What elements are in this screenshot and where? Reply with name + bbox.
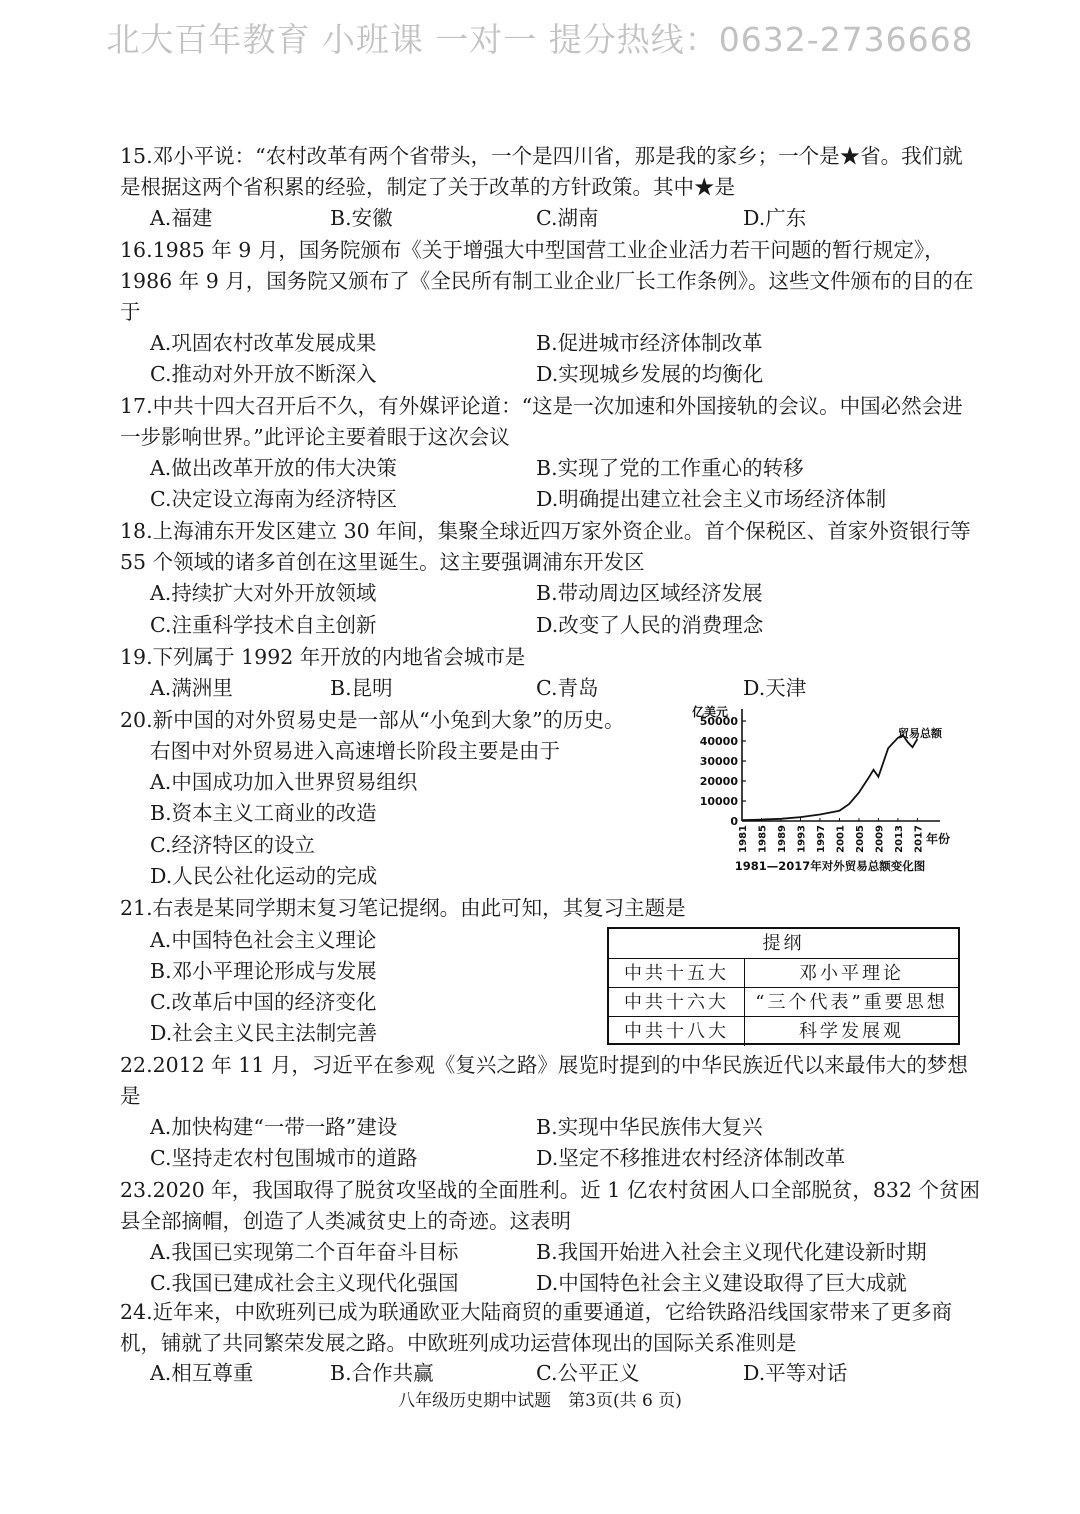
q18-option-a[interactable]: A.持续扩大对外开放领域 xyxy=(150,581,377,605)
q22-option-c[interactable]: C.坚持走农村包围城市的道路 xyxy=(150,1146,418,1170)
q21-stem: 21.右表是某同学期末复习笔记提纲。由此可知，其复习主题是 xyxy=(120,896,686,920)
y-tick-label: 10000 xyxy=(699,795,738,808)
outline-table-row xyxy=(609,1016,958,1046)
q16-stem: 16.1985 年 9 月，国务院颁布《关于增强大中型国营工业企业活力若干问题的暂行规定》，1986 年 9 月，国务院又颁布了《全民所有制工业企业厂长工作条例》。这些文件颁布的目的在于 xyxy=(120,238,974,324)
q20-option-d[interactable]: D.人民公社化运动的完成 xyxy=(150,864,378,888)
q17-option-b[interactable]: B.实现了党的工作重心的转移 xyxy=(536,456,804,480)
q21-option-d[interactable]: D.社会主义民主法制完善 xyxy=(150,1021,378,1045)
q18-option-c[interactable]: C.注重科学技术自主创新 xyxy=(150,613,377,637)
q20-stem-line2: 右图中对外贸易进入高速增长阶段主要是由于 xyxy=(150,739,560,763)
x-tick-label: 2009 xyxy=(874,825,886,853)
y-tick-label: 30000 xyxy=(699,755,738,768)
q24-option-d[interactable]: D.平等对话 xyxy=(743,1361,848,1385)
q23-option-c[interactable]: C.我国已建成社会主义现代化强国 xyxy=(150,1271,459,1295)
chart-title: 1981—2017年对外贸易总额变化图 xyxy=(734,859,926,873)
x-tick-label: 2013 xyxy=(893,825,905,853)
q21-option-a[interactable]: A.中国特色社会主义理论 xyxy=(150,928,377,952)
q19-option-c[interactable]: C.青岛 xyxy=(536,676,599,700)
outline-table-cell: 邓小平理论 xyxy=(799,963,904,984)
outline-table-row xyxy=(609,958,958,988)
q17-option-a[interactable]: A.做出改革开放的伟大决策 xyxy=(150,456,397,480)
outline-table-cell: 中共十六大 xyxy=(609,988,745,1017)
q16-option-d[interactable]: D.实现城乡发展的均衡化 xyxy=(536,362,764,386)
q19-stem: 19.下列属于 1992 年开放的内地省会城市是 xyxy=(120,645,526,669)
q18-stem: 18.上海浦东开发区建立 30 年间，集聚全球近四万家外资企业。首个保税区、首家外资银行等 55 个领域的诸多首创在这里诞生。这主要强调浦东开发区 xyxy=(120,519,971,574)
x-tick-label: 1997 xyxy=(815,825,827,853)
y-tick-label: 50000 xyxy=(699,715,738,728)
trade-total-line xyxy=(742,735,917,820)
q19-option-a[interactable]: A.满洲里 xyxy=(150,676,233,700)
q17-option-d[interactable]: D.明确提出建立社会主义市场经济体制 xyxy=(536,487,887,511)
x-tick-label: 1989 xyxy=(776,825,788,853)
q24-option-b[interactable]: B.合作共赢 xyxy=(330,1361,434,1385)
watermark: 北大百年教育 小班课 一对一 提分热线：0632-2736668 xyxy=(106,20,974,59)
q18-option-b[interactable]: B.带动周边区域经济发展 xyxy=(536,581,763,605)
q17-option-c[interactable]: C.决定设立海南为经济特区 xyxy=(150,487,397,511)
x-tick-label: 1985 xyxy=(757,825,769,853)
q20-option-a[interactable]: A.中国成功加入世界贸易组织 xyxy=(150,770,418,794)
x-tick-label: 2005 xyxy=(854,825,866,853)
q16-option-a[interactable]: A.巩固农村改革发展成果 xyxy=(150,331,377,355)
page-footer: 八年级历史期中试题 第3页(共 6 页) xyxy=(398,1391,682,1411)
q15-option-c[interactable]: C.湖南 xyxy=(536,206,599,230)
q23-option-b[interactable]: B.我国开始进入社会主义现代化建设新时期 xyxy=(536,1240,927,1264)
q23-option-a[interactable]: A.我国已实现第二个百年奋斗目标 xyxy=(150,1240,459,1264)
x-tick-label: 2017 xyxy=(913,825,925,853)
q20-option-b[interactable]: B.资本主义工商业的改造 xyxy=(150,801,377,825)
outline-table-header: 提纲 xyxy=(762,933,805,954)
outline-table xyxy=(607,927,960,1045)
q18-option-d[interactable]: D.改变了人民的消费理念 xyxy=(536,613,764,637)
q15-option-b[interactable]: B.安徽 xyxy=(330,206,393,230)
trade-chart xyxy=(680,700,980,885)
q21-option-b[interactable]: B.邓小平理论形成与发展 xyxy=(150,959,377,983)
q22-option-a[interactable]: A.加快构建“一带一路”建设 xyxy=(150,1115,398,1139)
y-tick-label: 40000 xyxy=(699,735,738,748)
outline-table-row xyxy=(609,987,958,1017)
outline-table-cell: 中共十五大 xyxy=(609,959,745,988)
q20-stem-line1: 20.新中国的对外贸易史是一部从“小兔到大象”的历史。 xyxy=(120,708,625,732)
q16-option-c[interactable]: C.推动对外开放不断深入 xyxy=(150,362,377,386)
q23-stem: 23.2020 年，我国取得了脱贫攻坚战的全面胜利。近 1 亿农村贫困人口全部脱贫，832 个贫困县全部摘帽，创造了人类减贫史上的奇迹。这表明 xyxy=(120,1178,981,1233)
q24-option-c[interactable]: C.公平正义 xyxy=(536,1361,640,1385)
x-tick-label: 1981 xyxy=(738,825,749,853)
q24-option-a[interactable]: A.相互尊重 xyxy=(150,1361,254,1385)
q23-option-d[interactable]: D.中国特色社会主义建设取得了巨大成就 xyxy=(536,1271,907,1295)
y-axis-label: 亿美元 xyxy=(692,705,729,719)
x-tick-label: 2001 xyxy=(835,825,847,853)
y-tick-label: 0 xyxy=(730,815,738,828)
q24-stem: 24.近年来，中欧班列已成为联通欧亚大陆商贸的重要通道，它给铁路沿线国家带来了更多商机，铺就了共同繁荣发展之路。中欧班列成功运营体现出的国际关系准则是 xyxy=(120,1300,953,1355)
outline-table-cell: “三个代表”重要思想 xyxy=(755,992,948,1013)
q19-option-d[interactable]: D.天津 xyxy=(743,676,807,700)
q17-stem: 17.中共十四大召开后不久，有外媒评论道：“这是一次加速和外国接轨的会议。中国必然会进一步影响世界。”此评论主要着眼于这次会议 xyxy=(120,394,963,449)
outline-table-cell: 中共十八大 xyxy=(609,1017,745,1046)
q15-option-a[interactable]: A.福建 xyxy=(150,206,213,230)
q22-option-d[interactable]: D.坚定不移推进农村经济体制改革 xyxy=(536,1146,846,1170)
x-tick-label: 1993 xyxy=(796,825,808,853)
y-tick-label: 20000 xyxy=(699,775,738,788)
q19-option-b[interactable]: B.昆明 xyxy=(330,676,393,700)
q15-stem: 15.邓小平说：“农村改革有两个省带头，一个是四川省，那是我的家乡；一个是★省。我们就是根据这两个省积累的经验，制定了关于改革的方针政策。其中★是 xyxy=(120,144,963,199)
q22-stem: 22.2012 年 11 月，习近平在参观《复兴之路》展览时提到的中华民族近代以来最伟大的梦想是 xyxy=(120,1053,968,1108)
q20-option-c[interactable]: C.经济特区的设立 xyxy=(150,833,315,857)
series-label: 贸易总额 xyxy=(898,727,942,740)
q15-option-d[interactable]: D.广东 xyxy=(743,206,807,230)
q22-option-b[interactable]: B.实现中华民族伟大复兴 xyxy=(536,1115,763,1139)
q16-option-b[interactable]: B.促进城市经济体制改革 xyxy=(536,331,763,355)
x-axis-label: 年份 xyxy=(926,832,951,846)
q21-option-c[interactable]: C.改革后中国的经济变化 xyxy=(150,990,377,1014)
outline-table-cell: 科学发展观 xyxy=(799,1021,904,1042)
